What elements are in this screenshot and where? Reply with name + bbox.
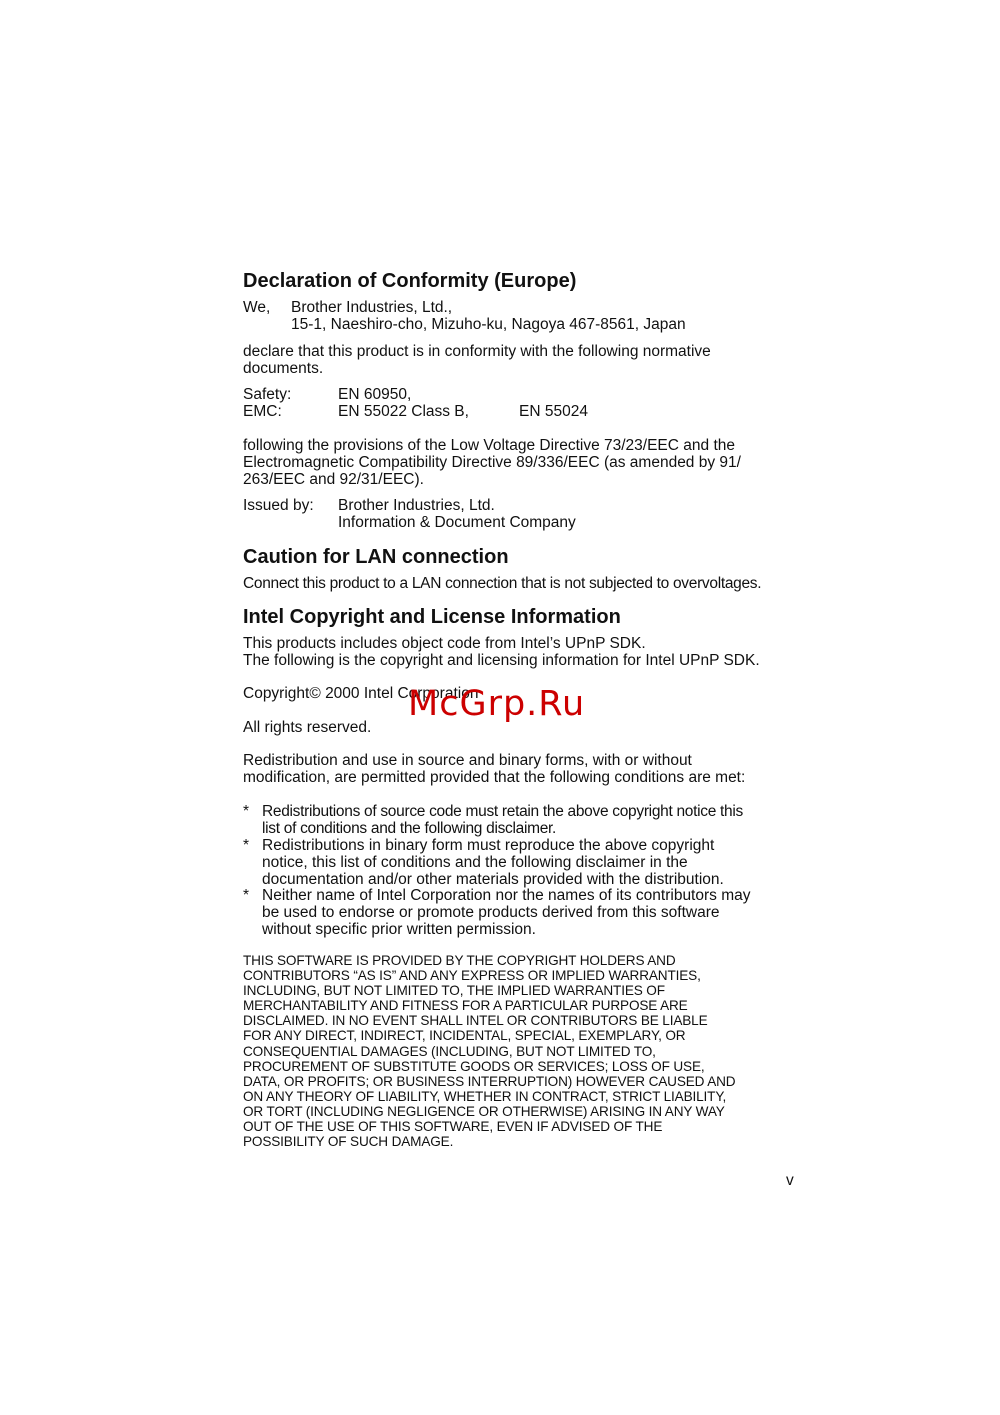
redistribution-line: modification, are permitted provided that the following conditions are met: [243, 769, 746, 786]
disclaimer-line: DATA, OR PROFITS; OR BUSINESS INTERRUPTION) HOWEVER CAUSED AND [243, 1073, 736, 1089]
company-name: Brother Industries, Ltd., [291, 299, 453, 316]
disclaimer-line: POSSIBILITY OF SUCH DAMAGE. [243, 1134, 454, 1150]
redistribution-paragraph [243, 752, 745, 786]
bullet-line: without specific prior written permission. [262, 921, 536, 938]
intro-line: This products includes object code from Intel’s UPnP SDK. [243, 635, 646, 652]
heading-caution-lan: Caution for LAN connection [243, 546, 509, 568]
provisions-line: following the provisions of the Low Voltage Directive 73/23/EEC and the [243, 437, 735, 454]
disclaimer-line: THIS SOFTWARE IS PROVIDED BY THE COPYRIGHT HOLDERS AND [243, 953, 676, 968]
disclaimer-line: CONSEQUENTIAL DAMAGES (INCLUDING, BUT NOT LIMITED TO, [243, 1043, 656, 1059]
bullet-mark: * [243, 803, 250, 820]
disclaimer-paragraph [243, 953, 735, 1149]
declare-line: declare that this product is in conformity with the following normative [243, 343, 711, 360]
intro-line: The following is the copyright and licensing information for Intel UPnP SDK. [243, 652, 760, 669]
issued-line-1: Brother Industries, Ltd. [338, 497, 495, 514]
provisions-line: 263/EEC and 92/31/EEC). [243, 471, 424, 488]
emc-value-1: EN 55022 Class B, [338, 403, 469, 420]
bullet-line: Redistributions of source code must retain the above copyright notice this [262, 803, 743, 820]
provisions-paragraph [243, 437, 741, 488]
caution-text: Connect this product to a LAN connection that is not subjected to overvoltages. [243, 575, 762, 592]
emc-value-2: EN 55024 [519, 403, 588, 420]
disclaimer-line: DISCLAIMED. IN NO EVENT SHALL INTEL OR CONTRIBUTORS BE LIABLE [243, 1013, 708, 1029]
disclaimer-line: INCLUDING, BUT NOT LIMITED TO, THE IMPLIED WARRANTIES OF [243, 983, 665, 999]
safety-value: EN 60950, [338, 386, 412, 403]
disclaimer-line: ON ANY THEORY OF LIABILITY, WHETHER IN CONTRACT, STRICT LIABILITY, [243, 1088, 727, 1104]
bullet-line: Neither name of Intel Corporation nor the names of its contributors may [262, 887, 751, 904]
page-number: v [786, 1172, 794, 1189]
disclaimer-line: PROCUREMENT OF SUBSTITUTE GOODS OR SERVICES; LOSS OF USE, [243, 1058, 705, 1074]
bullet-line: be used to endorse or promote products derived from this software [262, 904, 720, 921]
disclaimer-line: CONTRIBUTORS “AS IS” AND ANY EXPRESS OR IMPLIED WARRANTIES, [243, 968, 701, 984]
emc-label: EMC: [243, 403, 282, 420]
disclaimer-line: OUT OF THE USE OF THIS SOFTWARE, EVEN IF ADVISED OF THE [243, 1119, 663, 1135]
heading-declaration-of-conformity: Declaration of Conformity (Europe) [243, 270, 577, 292]
issued-line-2: Information & Document Company [338, 514, 576, 531]
issued-label: Issued by: [243, 497, 314, 514]
bullet-line: list of conditions and the following disclaimer. [262, 820, 557, 837]
declare-paragraph [243, 343, 711, 377]
rights-line: All rights reserved. [243, 719, 372, 736]
watermark-logo: McGrp.Ru [408, 684, 586, 724]
bullet-mark: * [243, 887, 250, 904]
safety-label: Safety: [243, 386, 292, 403]
disclaimer-line: FOR ANY DIRECT, INDIRECT, INCIDENTAL, SPECIAL, EXEMPLARY, OR [243, 1028, 686, 1044]
bullet-line: Redistributions in binary form must reproduce the above copyright [262, 837, 715, 854]
declare-line: documents. [243, 360, 324, 377]
heading-intel-copyright: Intel Copyright and License Information [243, 606, 621, 628]
copyright-line: Copyright© 2000 Intel Corporation [243, 685, 479, 702]
company-address: 15-1, Naeshiro-cho, Mizuho-ku, Nagoya 467-8561, Japan [291, 316, 686, 333]
bullet-line: notice, this list of conditions and the following disclaimer in the [262, 854, 688, 871]
provisions-line: Electromagnetic Compatibility Directive 89/336/EEC (as amended by 91/ [243, 454, 741, 471]
disclaimer-line: OR TORT (INCLUDING NEGLIGENCE OR OTHERWISE) ARISING IN ANY WAY [243, 1103, 725, 1119]
disclaimer-line: MERCHANTABILITY AND FITNESS FOR A PARTICULAR PURPOSE ARE [243, 998, 688, 1014]
intel-intro [243, 635, 760, 669]
bullet-mark: * [243, 837, 250, 854]
bullet-line: documentation and/or other materials provided with the distribution. [262, 871, 724, 888]
we-label: We, [243, 299, 271, 316]
redistribution-line: Redistribution and use in source and binary forms, with or without [243, 752, 692, 769]
